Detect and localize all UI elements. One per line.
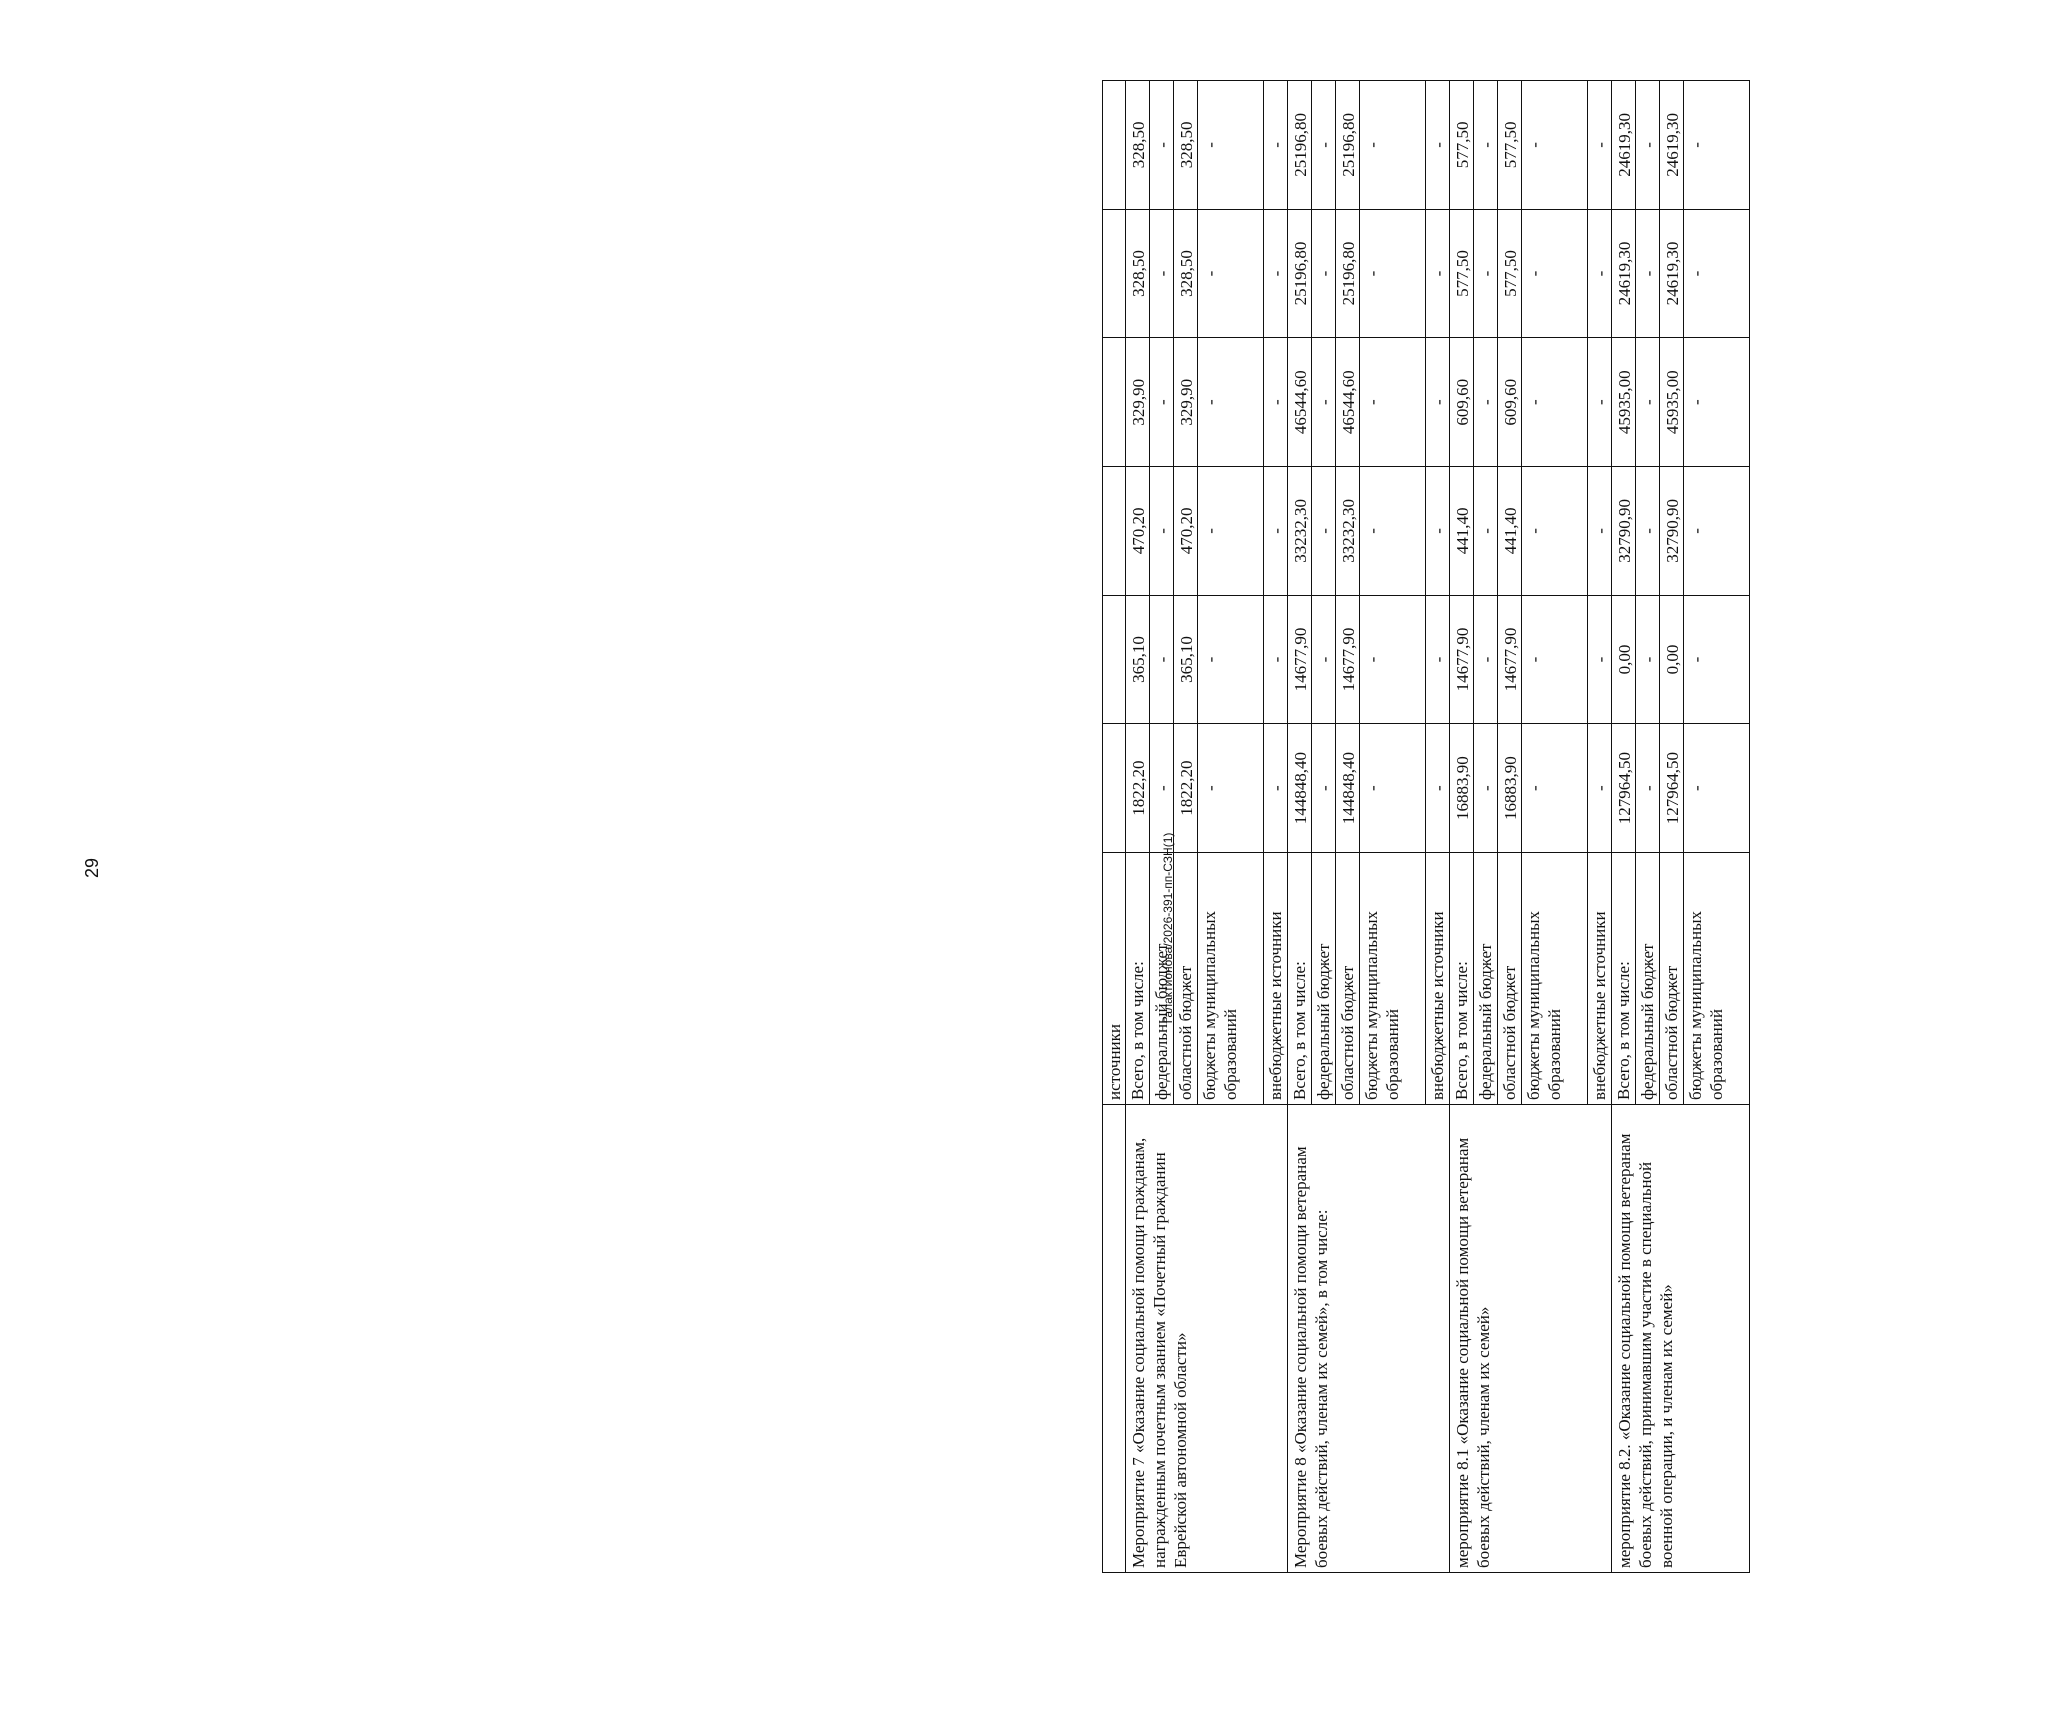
table-row [1612, 81, 1636, 1573]
amount-cell: - [1312, 81, 1336, 210]
amount-cell: - [1198, 595, 1264, 724]
amount-cell: 0,00 [1660, 595, 1684, 724]
table-body [1103, 81, 1750, 1573]
amount-cell: 32790,90 [1612, 467, 1636, 596]
amount-cell: 609,60 [1498, 338, 1522, 467]
amount-cell: - [1150, 209, 1174, 338]
amount-cell: 16883,90 [1450, 724, 1474, 853]
amount-cell: 470,20 [1126, 467, 1150, 596]
amount-cell: - [1312, 209, 1336, 338]
amount-cell: 45935,00 [1660, 338, 1684, 467]
amount-cell: - [1684, 467, 1750, 596]
amount-cell: - [1264, 467, 1288, 596]
amount-cell: - [1522, 467, 1588, 596]
funding-source-cell: федеральный бюджет [1150, 853, 1174, 1105]
amount-cell: 25196,80 [1288, 81, 1312, 210]
funding-source-cell: внебюджетные источники [1426, 853, 1450, 1105]
amount-cell: - [1426, 338, 1450, 467]
funding-source-cell: Всего, в том числе: [1612, 853, 1636, 1105]
amount-cell: 45935,00 [1612, 338, 1636, 467]
amount-cell: - [1522, 81, 1588, 210]
amount-cell: 1822,20 [1126, 724, 1150, 853]
amount-cell: - [1474, 81, 1498, 210]
amount-cell: 33232,30 [1288, 467, 1312, 596]
amount-cell: 16883,90 [1498, 724, 1522, 853]
amount-cell: - [1312, 595, 1336, 724]
table-row [1126, 81, 1150, 1573]
funding-source-cell: бюджеты муниципальных образований [1522, 853, 1588, 1105]
empty-cell [1103, 338, 1126, 467]
amount-cell: - [1474, 209, 1498, 338]
amount-cell: - [1684, 209, 1750, 338]
amount-cell: 25196,80 [1288, 209, 1312, 338]
amount-cell: - [1522, 338, 1588, 467]
funding-source-cell: бюджеты муниципальных образований [1198, 853, 1264, 1105]
empty-cell [1103, 595, 1126, 724]
amount-cell: - [1264, 595, 1288, 724]
amount-cell: 32790,90 [1660, 467, 1684, 596]
funding-source-cell: федеральный бюджет [1312, 853, 1336, 1105]
amount-cell: - [1636, 338, 1660, 467]
amount-cell: - [1312, 724, 1336, 853]
amount-cell: - [1474, 595, 1498, 724]
funding-source-cell: бюджеты муниципальных образований [1360, 853, 1426, 1105]
amount-cell: 577,50 [1450, 209, 1474, 338]
amount-cell: - [1150, 724, 1174, 853]
funding-source-cell: областной бюджет [1174, 853, 1198, 1105]
amount-cell: 470,20 [1174, 467, 1198, 596]
amount-cell: - [1264, 338, 1288, 467]
amount-cell: 24619,30 [1660, 81, 1684, 210]
amount-cell: 577,50 [1498, 209, 1522, 338]
amount-cell: - [1150, 81, 1174, 210]
amount-cell: - [1474, 467, 1498, 596]
amount-cell: - [1636, 467, 1660, 596]
amount-cell: 33232,30 [1336, 467, 1360, 596]
amount-cell: - [1198, 338, 1264, 467]
amount-cell: 328,50 [1174, 81, 1198, 210]
amount-cell: 365,10 [1126, 595, 1150, 724]
funding-source-cell: федеральный бюджет [1636, 853, 1660, 1105]
empty-cell [1103, 467, 1126, 596]
funding-source-cell: внебюджетные источники [1588, 853, 1612, 1105]
amount-cell: - [1684, 338, 1750, 467]
amount-cell: - [1198, 81, 1264, 210]
amount-cell: - [1198, 209, 1264, 338]
amount-cell: - [1312, 467, 1336, 596]
measure-name-cell: мероприятие 8.1 «Оказание социальной помощи ветеранам боевых действий, членам их семей» [1450, 1105, 1612, 1573]
amount-cell: - [1426, 467, 1450, 596]
empty-cell [1103, 724, 1126, 853]
amount-cell: - [1360, 467, 1426, 596]
amount-cell: 328,50 [1126, 81, 1150, 210]
amount-cell: 25196,80 [1336, 81, 1360, 210]
amount-cell: 127964,50 [1660, 724, 1684, 853]
amount-cell: 328,50 [1126, 209, 1150, 338]
amount-cell: 328,50 [1174, 209, 1198, 338]
amount-cell: - [1360, 209, 1426, 338]
amount-cell: 365,10 [1174, 595, 1198, 724]
amount-cell: 14677,90 [1288, 595, 1312, 724]
funding-source-cell: Всего, в том числе: [1288, 853, 1312, 1105]
amount-cell: - [1636, 724, 1660, 853]
amount-cell: - [1636, 209, 1660, 338]
table-row [1450, 81, 1474, 1573]
page-number: 29 [82, 857, 102, 879]
amount-cell: 24619,30 [1612, 209, 1636, 338]
amount-cell: 329,90 [1126, 338, 1150, 467]
continued-source-cell: источники [1103, 853, 1126, 1105]
amount-cell: 441,40 [1450, 467, 1474, 596]
amount-cell: - [1636, 595, 1660, 724]
amount-cell: - [1150, 338, 1174, 467]
amount-cell: - [1264, 724, 1288, 853]
funding-source-cell: областной бюджет [1498, 853, 1522, 1105]
amount-cell: 609,60 [1450, 338, 1474, 467]
amount-cell: - [1360, 81, 1426, 210]
amount-cell: - [1522, 724, 1588, 853]
amount-cell: - [1522, 209, 1588, 338]
amount-cell: - [1522, 595, 1588, 724]
amount-cell: 46544,60 [1288, 338, 1312, 467]
amount-cell: - [1360, 338, 1426, 467]
amount-cell: 144848,40 [1288, 724, 1312, 853]
amount-cell: - [1426, 724, 1450, 853]
amount-cell: 24619,30 [1612, 81, 1636, 210]
amount-cell: - [1312, 338, 1336, 467]
amount-cell: 24619,30 [1660, 209, 1684, 338]
measure-name-cell: мероприятие 8.2. «Оказание социальной помощи ветеранам боевых действий, принимавшим участие в специальной военной операции, и членам их семей» [1612, 1105, 1750, 1573]
amount-cell: 329,90 [1174, 338, 1198, 467]
amount-cell: - [1360, 595, 1426, 724]
amount-cell: - [1588, 81, 1612, 210]
amount-cell: 0,00 [1612, 595, 1636, 724]
measure-name-cell: Мероприятие 8 «Оказание социальной помощи ветеранам боевых действий, членам их семей», в том числе: [1288, 1105, 1450, 1573]
amount-cell: - [1474, 724, 1498, 853]
amount-cell: 144848,40 [1336, 724, 1360, 853]
amount-cell: - [1426, 209, 1450, 338]
measure-name-cell: Мероприятие 7 «Оказание социальной помощи гражданам, награжденным почетным званием «Почетный гражданин Еврейской автономной области» [1126, 1105, 1288, 1573]
amount-cell: - [1426, 595, 1450, 724]
amount-cell: 1822,20 [1174, 724, 1198, 853]
amount-cell: - [1264, 209, 1288, 338]
amount-cell: - [1150, 467, 1174, 596]
amount-cell: - [1588, 209, 1612, 338]
funding-source-cell: бюджеты муниципальных образований [1684, 853, 1750, 1105]
rotated-table-container [1102, 81, 2052, 1573]
amount-cell: 46544,60 [1336, 338, 1360, 467]
amount-cell: 577,50 [1498, 81, 1522, 210]
funding-source-cell: внебюджетные источники [1264, 853, 1288, 1105]
amount-cell: - [1198, 467, 1264, 596]
funding-source-cell: Всего, в том числе: [1450, 853, 1474, 1105]
amount-cell: - [1684, 81, 1750, 210]
amount-cell: 25196,80 [1336, 209, 1360, 338]
document-code-footer: Галактионова/2026-391-пп-СЗН(1) [1161, 832, 1175, 1024]
amount-cell: - [1264, 81, 1288, 210]
empty-cell [1103, 209, 1126, 338]
amount-cell: - [1360, 724, 1426, 853]
empty-cell [1103, 81, 1126, 210]
amount-cell: 14677,90 [1498, 595, 1522, 724]
amount-cell: - [1588, 724, 1612, 853]
amount-cell: 14677,90 [1336, 595, 1360, 724]
amount-cell: - [1150, 595, 1174, 724]
amount-cell: - [1588, 595, 1612, 724]
amount-cell: - [1636, 81, 1660, 210]
funding-source-cell: Всего, в том числе: [1126, 853, 1150, 1105]
amount-cell: 14677,90 [1450, 595, 1474, 724]
amount-cell: - [1588, 467, 1612, 596]
funding-source-cell: областной бюджет [1336, 853, 1360, 1105]
amount-cell: - [1684, 595, 1750, 724]
amount-cell: - [1684, 724, 1750, 853]
funding-source-cell: федеральный бюджет [1474, 853, 1498, 1105]
amount-cell: - [1588, 338, 1612, 467]
table-row-continued [1103, 81, 1126, 1573]
amount-cell: 127964,50 [1612, 724, 1636, 853]
funding-source-cell: областной бюджет [1660, 853, 1684, 1105]
amount-cell: 441,40 [1498, 467, 1522, 596]
amount-cell: - [1474, 338, 1498, 467]
table-row [1288, 81, 1312, 1573]
amount-cell: - [1198, 724, 1264, 853]
amount-cell: 577,50 [1450, 81, 1474, 210]
empty-cell [1103, 1105, 1126, 1573]
budget-table [1102, 80, 1750, 1573]
amount-cell: - [1426, 81, 1450, 210]
